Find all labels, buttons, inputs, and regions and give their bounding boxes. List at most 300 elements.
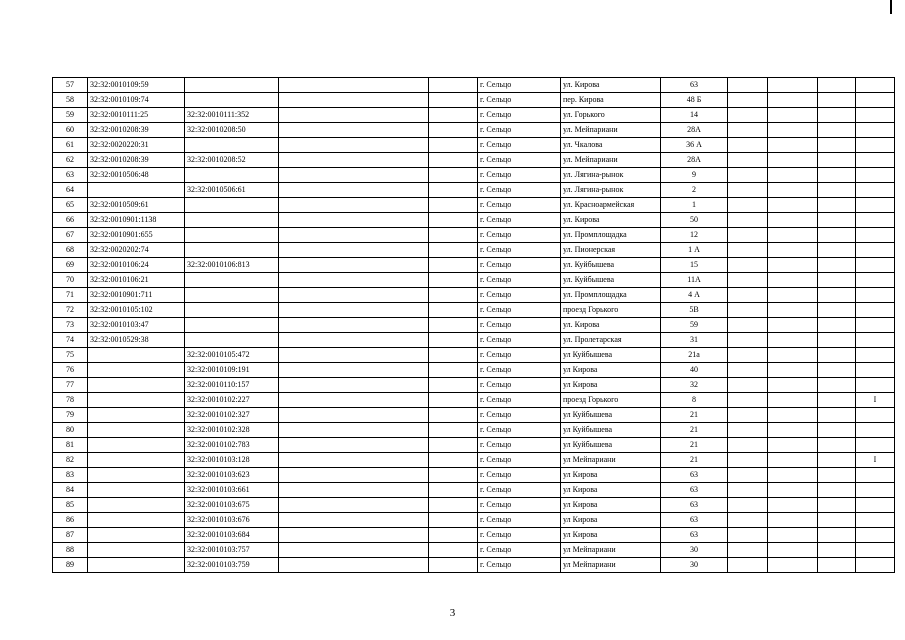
extra-cell-3	[818, 558, 856, 573]
extra-cell-2	[768, 258, 818, 273]
row-number: 80	[53, 423, 88, 438]
cadastral-number-1	[88, 408, 185, 423]
extra-cell-2	[768, 153, 818, 168]
extra-cell-2	[768, 363, 818, 378]
empty-cell	[279, 348, 429, 363]
city-cell: г. Сельцо	[478, 168, 561, 183]
empty-cell	[429, 138, 478, 153]
extra-cell-1	[728, 318, 768, 333]
empty-cell	[429, 288, 478, 303]
extra-cell-2	[768, 408, 818, 423]
cadastral-number-2	[185, 168, 279, 183]
street-cell: ул Мейпариани	[561, 453, 661, 468]
empty-cell	[279, 273, 429, 288]
empty-cell	[279, 498, 429, 513]
cadastral-number-2	[185, 318, 279, 333]
city-cell: г. Сельцо	[478, 318, 561, 333]
table-row	[53, 258, 895, 273]
empty-cell	[429, 168, 478, 183]
street-cell: ул Куйбышева	[561, 348, 661, 363]
house-number-cell: 59	[661, 318, 728, 333]
table-row	[53, 78, 895, 93]
extra-cell-4	[856, 243, 895, 258]
house-number-cell: 21	[661, 408, 728, 423]
row-number: 70	[53, 273, 88, 288]
row-number: 79	[53, 408, 88, 423]
extra-cell-2	[768, 228, 818, 243]
extra-cell-3	[818, 423, 856, 438]
empty-cell	[279, 438, 429, 453]
extra-cell-4	[856, 378, 895, 393]
extra-cell-1	[728, 138, 768, 153]
cadastral-number-1: 32:32:0010105:102	[88, 303, 185, 318]
cadastral-number-1	[88, 468, 185, 483]
house-number-cell: 36 А	[661, 138, 728, 153]
extra-cell-4	[856, 543, 895, 558]
table-row	[53, 453, 895, 468]
empty-cell	[279, 243, 429, 258]
cadastral-number-1: 32:32:0010208:39	[88, 123, 185, 138]
empty-cell	[429, 498, 478, 513]
table-body	[53, 78, 895, 573]
table-row	[53, 438, 895, 453]
extra-cell-2	[768, 543, 818, 558]
extra-cell-4	[856, 273, 895, 288]
house-number-cell: 32	[661, 378, 728, 393]
cadastral-number-2	[185, 243, 279, 258]
extra-cell-3	[818, 498, 856, 513]
empty-cell	[429, 183, 478, 198]
empty-cell	[429, 558, 478, 573]
extra-cell-3	[818, 288, 856, 303]
empty-cell	[429, 228, 478, 243]
cadastral-number-1	[88, 543, 185, 558]
cadastral-number-2: 32:32:0010103:757	[185, 543, 279, 558]
empty-cell	[429, 468, 478, 483]
extra-cell-2	[768, 303, 818, 318]
house-number-cell: 4 А	[661, 288, 728, 303]
extra-cell-4	[856, 123, 895, 138]
row-number: 67	[53, 228, 88, 243]
empty-cell	[279, 378, 429, 393]
table-row	[53, 333, 895, 348]
table-row	[53, 513, 895, 528]
table-row	[53, 483, 895, 498]
row-number: 84	[53, 483, 88, 498]
table-row	[53, 468, 895, 483]
cadastral-number-2: 32:32:0010105:472	[185, 348, 279, 363]
cadastral-number-1: 32:32:0010901:1138	[88, 213, 185, 228]
city-cell: г. Сельцо	[478, 123, 561, 138]
table-row	[53, 363, 895, 378]
extra-cell-3	[818, 378, 856, 393]
extra-cell-4	[856, 318, 895, 333]
row-number: 69	[53, 258, 88, 273]
city-cell: г. Сельцо	[478, 483, 561, 498]
house-number-cell: 21	[661, 423, 728, 438]
extra-cell-1	[728, 453, 768, 468]
cadastral-number-1	[88, 348, 185, 363]
extra-cell-4	[856, 168, 895, 183]
city-cell: г. Сельцо	[478, 363, 561, 378]
house-number-cell: 2	[661, 183, 728, 198]
row-number: 87	[53, 528, 88, 543]
extra-cell-3	[818, 303, 856, 318]
cadastral-number-2: 32:32:0010102:227	[185, 393, 279, 408]
extra-cell-2	[768, 528, 818, 543]
house-number-cell: 63	[661, 498, 728, 513]
extra-cell-1	[728, 123, 768, 138]
row-number: 72	[53, 303, 88, 318]
cadastral-number-1	[88, 363, 185, 378]
empty-cell	[429, 123, 478, 138]
extra-cell-4	[856, 408, 895, 423]
table-row	[53, 198, 895, 213]
extra-cell-1	[728, 408, 768, 423]
street-cell: ул Куйбышева	[561, 408, 661, 423]
extra-cell-4	[856, 213, 895, 228]
extra-cell-2	[768, 108, 818, 123]
city-cell: г. Сельцо	[478, 303, 561, 318]
city-cell: г. Сельцо	[478, 198, 561, 213]
city-cell: г. Сельцо	[478, 138, 561, 153]
empty-cell	[279, 333, 429, 348]
cadastral-number-2: 32:32:0010102:327	[185, 408, 279, 423]
table-row	[53, 213, 895, 228]
extra-cell-3	[818, 453, 856, 468]
street-cell: ул Кирова	[561, 378, 661, 393]
extra-cell-1	[728, 333, 768, 348]
extra-cell-2	[768, 438, 818, 453]
extra-cell-2	[768, 333, 818, 348]
extra-cell-2	[768, 213, 818, 228]
extra-cell-4	[856, 363, 895, 378]
extra-cell-1	[728, 303, 768, 318]
extra-cell-1	[728, 153, 768, 168]
city-cell: г. Сельцо	[478, 78, 561, 93]
extra-cell-3	[818, 198, 856, 213]
table-row	[53, 108, 895, 123]
empty-cell	[279, 453, 429, 468]
empty-cell	[279, 408, 429, 423]
extra-cell-3	[818, 483, 856, 498]
city-cell: г. Сельцо	[478, 513, 561, 528]
extra-cell-2	[768, 168, 818, 183]
cadastral-number-2	[185, 198, 279, 213]
extra-cell-1	[728, 108, 768, 123]
cadastral-number-1	[88, 423, 185, 438]
row-number: 85	[53, 498, 88, 513]
cadastral-number-1: 32:32:0010208:39	[88, 153, 185, 168]
empty-cell	[429, 348, 478, 363]
empty-cell	[279, 303, 429, 318]
table-row	[53, 273, 895, 288]
cadastral-number-2: 32:32:0010103:128	[185, 453, 279, 468]
extra-cell-4	[856, 468, 895, 483]
row-number: 61	[53, 138, 88, 153]
extra-cell-3	[818, 513, 856, 528]
street-cell: ул. Лягина-рынок	[561, 168, 661, 183]
table-row	[53, 183, 895, 198]
street-cell: ул. Горького	[561, 108, 661, 123]
row-number: 74	[53, 333, 88, 348]
row-number: 66	[53, 213, 88, 228]
extra-cell-3	[818, 213, 856, 228]
house-number-cell: 9	[661, 168, 728, 183]
extra-cell-1	[728, 498, 768, 513]
row-number: 64	[53, 183, 88, 198]
empty-cell	[429, 393, 478, 408]
cadastral-number-2	[185, 303, 279, 318]
cadastral-number-1: 32:32:0010901:655	[88, 228, 185, 243]
extra-cell-4	[856, 528, 895, 543]
row-number: 73	[53, 318, 88, 333]
cadastral-number-2: 32:32:0010103:676	[185, 513, 279, 528]
row-number: 76	[53, 363, 88, 378]
house-number-cell: 63	[661, 528, 728, 543]
table-row	[53, 153, 895, 168]
extra-cell-1	[728, 558, 768, 573]
cadastral-number-1	[88, 483, 185, 498]
cadastral-number-2: 32:32:0010110:157	[185, 378, 279, 393]
street-cell: ул Кирова	[561, 528, 661, 543]
extra-cell-3	[818, 228, 856, 243]
cadastral-number-1	[88, 438, 185, 453]
row-number: 88	[53, 543, 88, 558]
cadastral-number-1	[88, 558, 185, 573]
city-cell: г. Сельцо	[478, 213, 561, 228]
empty-cell	[279, 513, 429, 528]
city-cell: г. Сельцо	[478, 468, 561, 483]
extra-cell-2	[768, 558, 818, 573]
extra-cell-1	[728, 513, 768, 528]
row-number: 89	[53, 558, 88, 573]
extra-cell-2	[768, 198, 818, 213]
extra-cell-4	[856, 483, 895, 498]
extra-cell-3	[818, 108, 856, 123]
house-number-cell: 63	[661, 483, 728, 498]
city-cell: г. Сельцо	[478, 243, 561, 258]
cadastral-number-2	[185, 93, 279, 108]
empty-cell	[279, 183, 429, 198]
cadastral-number-1	[88, 528, 185, 543]
cadastral-number-2: 32:32:0010208:50	[185, 123, 279, 138]
street-cell: ул. Мейпариани	[561, 123, 661, 138]
cadastral-number-1: 32:32:0010103:47	[88, 318, 185, 333]
extra-cell-2	[768, 348, 818, 363]
cadastral-number-2	[185, 288, 279, 303]
extra-cell-1	[728, 393, 768, 408]
extra-cell-3	[818, 258, 856, 273]
extra-cell-1	[728, 78, 768, 93]
street-cell: проезд Горького	[561, 393, 661, 408]
extra-cell-2	[768, 513, 818, 528]
empty-cell	[279, 528, 429, 543]
cadastral-number-2: 32:32:0010506:61	[185, 183, 279, 198]
house-number-cell: 63	[661, 513, 728, 528]
extra-cell-4	[856, 438, 895, 453]
street-cell: ул. Куйбышева	[561, 258, 661, 273]
cadastral-number-2: 32:32:0010106:813	[185, 258, 279, 273]
property-table	[52, 77, 895, 573]
table-row	[53, 168, 895, 183]
extra-cell-3	[818, 438, 856, 453]
table-row	[53, 348, 895, 363]
extra-cell-2	[768, 483, 818, 498]
extra-cell-4	[856, 198, 895, 213]
city-cell: г. Сельцо	[478, 453, 561, 468]
empty-cell	[279, 468, 429, 483]
extra-cell-3	[818, 393, 856, 408]
empty-cell	[279, 138, 429, 153]
cadastral-number-1	[88, 378, 185, 393]
row-number: 78	[53, 393, 88, 408]
street-cell: проезд Горького	[561, 303, 661, 318]
cadastral-number-2: 32:32:0010103:759	[185, 558, 279, 573]
row-number: 75	[53, 348, 88, 363]
street-cell: ул Кирова	[561, 513, 661, 528]
table-row	[53, 138, 895, 153]
cadastral-number-2	[185, 78, 279, 93]
empty-cell	[429, 303, 478, 318]
extra-cell-4: I	[856, 393, 895, 408]
extra-cell-1	[728, 378, 768, 393]
extra-cell-3	[818, 318, 856, 333]
cadastral-number-2	[185, 228, 279, 243]
empty-cell	[429, 543, 478, 558]
table-row	[53, 498, 895, 513]
house-number-cell: 30	[661, 543, 728, 558]
extra-cell-2	[768, 378, 818, 393]
empty-cell	[429, 528, 478, 543]
extra-cell-2	[768, 468, 818, 483]
extra-cell-4	[856, 348, 895, 363]
city-cell: г. Сельцо	[478, 333, 561, 348]
extra-cell-3	[818, 528, 856, 543]
extra-cell-3	[818, 243, 856, 258]
extra-cell-3	[818, 183, 856, 198]
house-number-cell: 28А	[661, 123, 728, 138]
table-row	[53, 303, 895, 318]
table-row	[53, 318, 895, 333]
city-cell: г. Сельцо	[478, 348, 561, 363]
row-number: 71	[53, 288, 88, 303]
empty-cell	[279, 423, 429, 438]
empty-cell	[429, 423, 478, 438]
extra-cell-4	[856, 153, 895, 168]
house-number-cell: 21	[661, 453, 728, 468]
house-number-cell: 5В	[661, 303, 728, 318]
empty-cell	[279, 108, 429, 123]
table-row	[53, 378, 895, 393]
street-cell: ул. Куйбышева	[561, 273, 661, 288]
cadastral-number-2	[185, 213, 279, 228]
house-number-cell: 8	[661, 393, 728, 408]
cadastral-number-1: 32:32:0010506:48	[88, 168, 185, 183]
row-number: 68	[53, 243, 88, 258]
extra-cell-1	[728, 273, 768, 288]
cadastral-number-1: 32:32:0020220:31	[88, 138, 185, 153]
extra-cell-2	[768, 78, 818, 93]
extra-cell-2	[768, 393, 818, 408]
extra-cell-3	[818, 543, 856, 558]
house-number-cell: 63	[661, 78, 728, 93]
house-number-cell: 1 А	[661, 243, 728, 258]
cadastral-number-1	[88, 393, 185, 408]
empty-cell	[429, 273, 478, 288]
house-number-cell: 14	[661, 108, 728, 123]
cadastral-number-1: 32:32:0010509:61	[88, 198, 185, 213]
table-row	[53, 423, 895, 438]
cadastral-number-2	[185, 333, 279, 348]
table-row	[53, 243, 895, 258]
house-number-cell: 11А	[661, 273, 728, 288]
extra-cell-4	[856, 498, 895, 513]
extra-cell-4	[856, 228, 895, 243]
cadastral-number-1: 32:32:0010109:59	[88, 78, 185, 93]
street-cell: ул Мейпариани	[561, 543, 661, 558]
extra-cell-4	[856, 288, 895, 303]
house-number-cell: 21а	[661, 348, 728, 363]
house-number-cell: 50	[661, 213, 728, 228]
empty-cell	[429, 363, 478, 378]
extra-cell-2	[768, 498, 818, 513]
table-row	[53, 288, 895, 303]
empty-cell	[429, 333, 478, 348]
extra-cell-1	[728, 438, 768, 453]
street-cell: пер. Кирова	[561, 93, 661, 108]
extra-cell-1	[728, 258, 768, 273]
extra-cell-3	[818, 123, 856, 138]
street-cell: ул Куйбышева	[561, 438, 661, 453]
extra-cell-2	[768, 123, 818, 138]
extra-cell-4	[856, 258, 895, 273]
extra-cell-1	[728, 483, 768, 498]
extra-cell-4: I	[856, 453, 895, 468]
city-cell: г. Сельцо	[478, 273, 561, 288]
row-number: 59	[53, 108, 88, 123]
table-row	[53, 528, 895, 543]
empty-cell	[279, 198, 429, 213]
cadastral-number-1	[88, 453, 185, 468]
empty-cell	[279, 123, 429, 138]
empty-cell	[279, 213, 429, 228]
street-cell: ул. Мейпариани	[561, 153, 661, 168]
extra-cell-1	[728, 183, 768, 198]
empty-cell	[279, 78, 429, 93]
cadastral-number-1: 32:32:0010111:25	[88, 108, 185, 123]
empty-cell	[429, 213, 478, 228]
empty-cell	[429, 318, 478, 333]
row-number: 82	[53, 453, 88, 468]
extra-cell-2	[768, 288, 818, 303]
extra-cell-2	[768, 138, 818, 153]
row-number: 60	[53, 123, 88, 138]
row-number: 83	[53, 468, 88, 483]
street-cell: ул Кирова	[561, 498, 661, 513]
empty-cell	[279, 558, 429, 573]
street-cell: ул Кирова	[561, 363, 661, 378]
street-cell: ул. Пионерская	[561, 243, 661, 258]
house-number-cell: 21	[661, 438, 728, 453]
table-row	[53, 558, 895, 573]
page-number: 3	[449, 607, 456, 619]
extra-cell-1	[728, 363, 768, 378]
street-cell: ул. Кирова	[561, 213, 661, 228]
house-number-cell: 63	[661, 468, 728, 483]
extra-cell-4	[856, 78, 895, 93]
extra-cell-1	[728, 228, 768, 243]
